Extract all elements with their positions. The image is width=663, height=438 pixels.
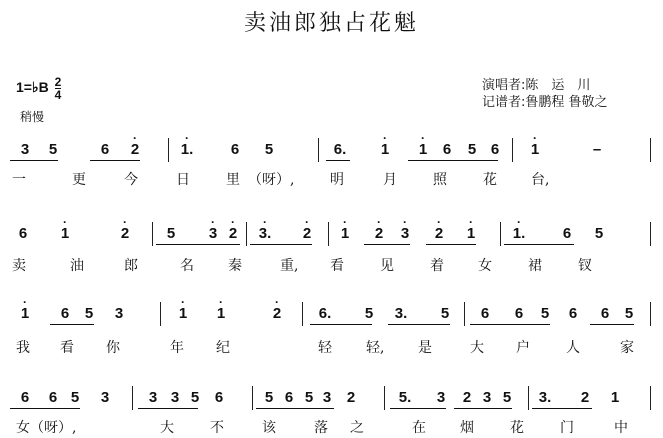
line-2-lyric: 钗 xyxy=(578,258,592,274)
line-1-octave-dot: · xyxy=(185,131,189,145)
line-4-note: 1 xyxy=(610,389,620,406)
line-4-note: 5 xyxy=(190,389,200,406)
line-3-octave-dot: · xyxy=(275,295,279,309)
line-4-note: 2 xyxy=(580,389,590,406)
line-2-note: 6 xyxy=(18,225,28,242)
line-3-note: 5 xyxy=(84,305,94,322)
line-4-barline xyxy=(384,386,385,410)
line-1-note: 5 xyxy=(467,141,477,158)
line-2-octave-dot: · xyxy=(377,215,381,229)
line-2-beam xyxy=(250,244,312,245)
line-4-note: 3 xyxy=(322,389,332,406)
line-1-note: 6 xyxy=(230,141,240,158)
line-3-octave-dot: · xyxy=(219,295,223,309)
line-2-octave-dot: · xyxy=(469,215,473,229)
line-4-beam xyxy=(138,408,198,409)
line-2-barline xyxy=(152,222,153,246)
line-1-lyric: 月 xyxy=(383,172,397,188)
line-3-beam xyxy=(310,324,372,325)
line-1-note: 3 xyxy=(20,141,30,158)
line-2-barline xyxy=(246,222,247,246)
line-3-note: 3. xyxy=(394,305,408,322)
line-3-note: 5 xyxy=(440,305,450,322)
line-4-barline xyxy=(132,386,133,410)
line-1-octave-dot: · xyxy=(421,131,425,145)
line-4-note: 2 xyxy=(346,389,356,406)
line-1-note: 1 xyxy=(418,141,428,158)
line-4-note: 3. xyxy=(538,389,552,406)
line-2-beam xyxy=(156,244,240,245)
notation-label: 记谱者: xyxy=(482,95,526,110)
line-1-note: 6 xyxy=(100,141,110,158)
line-2-note: 3 xyxy=(208,225,218,242)
line-1-barline xyxy=(168,138,169,162)
line-3-octave-dot: · xyxy=(23,295,27,309)
line-1-note: 6 xyxy=(490,141,500,158)
line-2-lyric: 郎 xyxy=(124,258,138,274)
time-bottom: 4 xyxy=(54,88,62,102)
line-4-note: 3 xyxy=(148,389,158,406)
line-1-lyric: 明 xyxy=(330,172,344,188)
line-2-lyric: 名 xyxy=(180,258,194,274)
line-4-lyric: 花 xyxy=(510,420,524,436)
line-3-note: 2 xyxy=(272,305,282,322)
line-1-octave-dot: · xyxy=(383,131,387,145)
line-3-beam xyxy=(470,324,550,325)
line-3-lyric: 户 xyxy=(516,340,530,356)
line-2-lyric: 看 xyxy=(330,258,344,274)
line-2-lyric: 见 xyxy=(380,258,394,274)
line-4-lyric: 大 xyxy=(160,420,174,436)
line-2-note: 1 xyxy=(466,225,476,242)
line-3-barline xyxy=(464,302,465,326)
line-2-note: 1 xyxy=(60,225,70,242)
line-3-lyric: 年 xyxy=(170,340,184,356)
line-4-lyric: 落 xyxy=(314,420,328,436)
line-4-lyric: 烟 xyxy=(460,420,474,436)
line-2-note: 5 xyxy=(166,225,176,242)
line-2-beam xyxy=(504,244,574,245)
line-4-note: 2 xyxy=(462,389,472,406)
line-3-lyric: 我 xyxy=(16,340,30,356)
line-4-note: 3 xyxy=(170,389,180,406)
line-1-lyric: （呀）, xyxy=(248,172,295,188)
line-4-barline xyxy=(252,386,253,410)
line-1-lyric: 日 xyxy=(176,172,190,188)
singer-name: 陈 运 川 xyxy=(525,78,591,93)
line-1-octave-dot: · xyxy=(533,131,537,145)
line-2-lyric: 卖 xyxy=(12,258,26,274)
line-3-note: 6 xyxy=(568,305,578,322)
line-2-lyric: 裙 xyxy=(528,258,542,274)
line-4-beam xyxy=(256,408,334,409)
line-3-note: 3 xyxy=(114,305,124,322)
line-4-lyric: 该 xyxy=(262,420,276,436)
line-3-note: 1 xyxy=(178,305,188,322)
flat-sign: ♭ xyxy=(31,79,39,96)
line-3-note: 5 xyxy=(540,305,550,322)
line-4-lyric: 中 xyxy=(614,420,628,436)
line-4-beam xyxy=(454,408,512,409)
key-prefix: 1= xyxy=(16,79,32,96)
line-3-lyric: 大 xyxy=(470,340,484,356)
line-2-octave-dot: · xyxy=(123,215,127,229)
line-4-note: 3 xyxy=(482,389,492,406)
line-2-octave-dot: · xyxy=(343,215,347,229)
line-2-octave-dot: · xyxy=(211,215,215,229)
line-3-barline xyxy=(650,302,651,326)
line-2-octave-dot: · xyxy=(231,215,235,229)
line-3-note: 6. xyxy=(318,305,332,322)
notation-credit xyxy=(482,91,608,110)
line-2-barline xyxy=(500,222,501,246)
line-3-beam xyxy=(388,324,450,325)
line-1-lyric: 更 xyxy=(72,172,86,188)
line-1-lyric: 一 xyxy=(12,172,26,188)
line-3-note: 1 xyxy=(216,305,226,322)
time-top: 2 xyxy=(54,75,62,89)
line-4-lyric: 不 xyxy=(210,420,224,436)
line-4-note: 6 xyxy=(20,389,30,406)
line-1-beam xyxy=(326,160,350,161)
line-3-note: 6 xyxy=(480,305,490,322)
line-4-lyric: 之 xyxy=(350,420,364,436)
line-3-note: 6 xyxy=(514,305,524,322)
line-2-note: 2 xyxy=(434,225,444,242)
tempo-marking: 稍慢 xyxy=(20,110,45,124)
line-1-beam xyxy=(408,160,498,161)
line-3-note: 6 xyxy=(600,305,610,322)
line-1-note: 6. xyxy=(333,141,347,158)
line-4-note: 6 xyxy=(284,389,294,406)
line-3-beam xyxy=(590,324,634,325)
line-4-note: 3 xyxy=(100,389,110,406)
line-4-note: 3 xyxy=(436,389,446,406)
line-2-octave-dot: · xyxy=(63,215,67,229)
line-2-octave-dot: · xyxy=(403,215,407,229)
line-4-note: 5 xyxy=(70,389,80,406)
page-title: 卖油郎独占花魁 xyxy=(243,11,419,36)
line-2-note: 6 xyxy=(562,225,572,242)
line-3-lyric: 看 xyxy=(60,340,74,356)
line-4-note: 6 xyxy=(214,389,224,406)
line-3-beam xyxy=(50,324,94,325)
line-4-lyric: 门 xyxy=(560,420,574,436)
line-2-beam xyxy=(364,244,410,245)
line-2-barline xyxy=(650,222,651,246)
line-4-note: 5 xyxy=(502,389,512,406)
line-1-beam xyxy=(10,160,58,161)
singer-label: 演唱者: xyxy=(482,78,526,93)
line-2-lyric: 着 xyxy=(430,258,444,274)
line-1-beam xyxy=(90,160,140,161)
line-3-barline xyxy=(302,302,303,326)
line-2-lyric: 油 xyxy=(70,258,84,274)
line-1-lyric: 台, xyxy=(531,172,550,188)
line-2-lyric: 秦 xyxy=(228,258,242,274)
line-1-note: 1 xyxy=(530,141,540,158)
line-2-note: 2 xyxy=(228,225,238,242)
line-2-beam xyxy=(426,244,476,245)
line-2-lyric: 重, xyxy=(280,258,299,274)
line-3-note: 6 xyxy=(60,305,70,322)
line-1-note: 5 xyxy=(264,141,274,158)
line-1-note: 5 xyxy=(48,141,58,158)
line-2-note: 3 xyxy=(400,225,410,242)
line-4-barline xyxy=(528,386,529,410)
line-1-lyric: 花 xyxy=(483,172,497,188)
line-4-note: 5. xyxy=(398,389,412,406)
line-4-beam xyxy=(390,408,446,409)
line-2-note: 3. xyxy=(258,225,272,242)
line-3-note: 1 xyxy=(20,305,30,322)
line-3-lyric: 人 xyxy=(566,340,580,356)
line-3-lyric: 是 xyxy=(418,340,432,356)
line-2-note: 2 xyxy=(374,225,384,242)
line-1-note: 2 xyxy=(130,141,140,158)
line-1-octave-dot: · xyxy=(133,131,137,145)
line-2-octave-dot: · xyxy=(517,215,521,229)
line-1-lyric: 里 xyxy=(226,172,240,188)
line-3-note: 5 xyxy=(624,305,634,322)
line-2-note: 1 xyxy=(340,225,350,242)
line-2-note: 2 xyxy=(302,225,312,242)
line-4-lyric: 女（呀）, xyxy=(16,420,77,436)
line-4-barline xyxy=(650,386,651,410)
line-2-octave-dot: · xyxy=(305,215,309,229)
line-1-note: 1 xyxy=(380,141,390,158)
line-2-note: 1. xyxy=(512,225,526,242)
line-1-note: 6 xyxy=(442,141,452,158)
line-2-lyric: 女 xyxy=(478,258,492,274)
line-4-note: 6 xyxy=(48,389,58,406)
key-note: B xyxy=(38,79,49,96)
line-1-barline xyxy=(512,138,513,162)
line-1-barline xyxy=(318,138,319,162)
line-4-note: 5 xyxy=(264,389,274,406)
line-3-lyric: 纪 xyxy=(216,340,230,356)
line-2-note: 5 xyxy=(594,225,604,242)
line-3-octave-dot: · xyxy=(181,295,185,309)
line-3-note: 5 xyxy=(364,305,374,322)
time-signature xyxy=(55,76,62,101)
line-3-lyric: 轻, xyxy=(366,340,385,356)
line-1-barline xyxy=(650,138,651,162)
line-1-lyric: 今 xyxy=(124,172,138,188)
line-3-barline xyxy=(160,302,161,326)
line-4-note: 5 xyxy=(304,389,314,406)
line-3-lyric: 轻 xyxy=(318,340,332,356)
notation-name: 鲁鹏程 鲁敬之 xyxy=(525,95,608,110)
key-signature xyxy=(16,76,61,101)
line-4-beam xyxy=(10,408,80,409)
line-4-beam xyxy=(532,408,592,409)
line-4-lyric: 在 xyxy=(412,420,426,436)
line-1-note: – xyxy=(592,141,602,158)
line-1-note: 1. xyxy=(180,141,194,158)
line-3-lyric: 家 xyxy=(620,340,634,356)
line-2-barline xyxy=(328,222,329,246)
line-2-octave-dot: · xyxy=(263,215,267,229)
line-3-lyric: 你 xyxy=(106,340,120,356)
line-2-octave-dot: · xyxy=(437,215,441,229)
line-1-lyric: 照 xyxy=(433,172,447,188)
line-2-note: 2 xyxy=(120,225,130,242)
